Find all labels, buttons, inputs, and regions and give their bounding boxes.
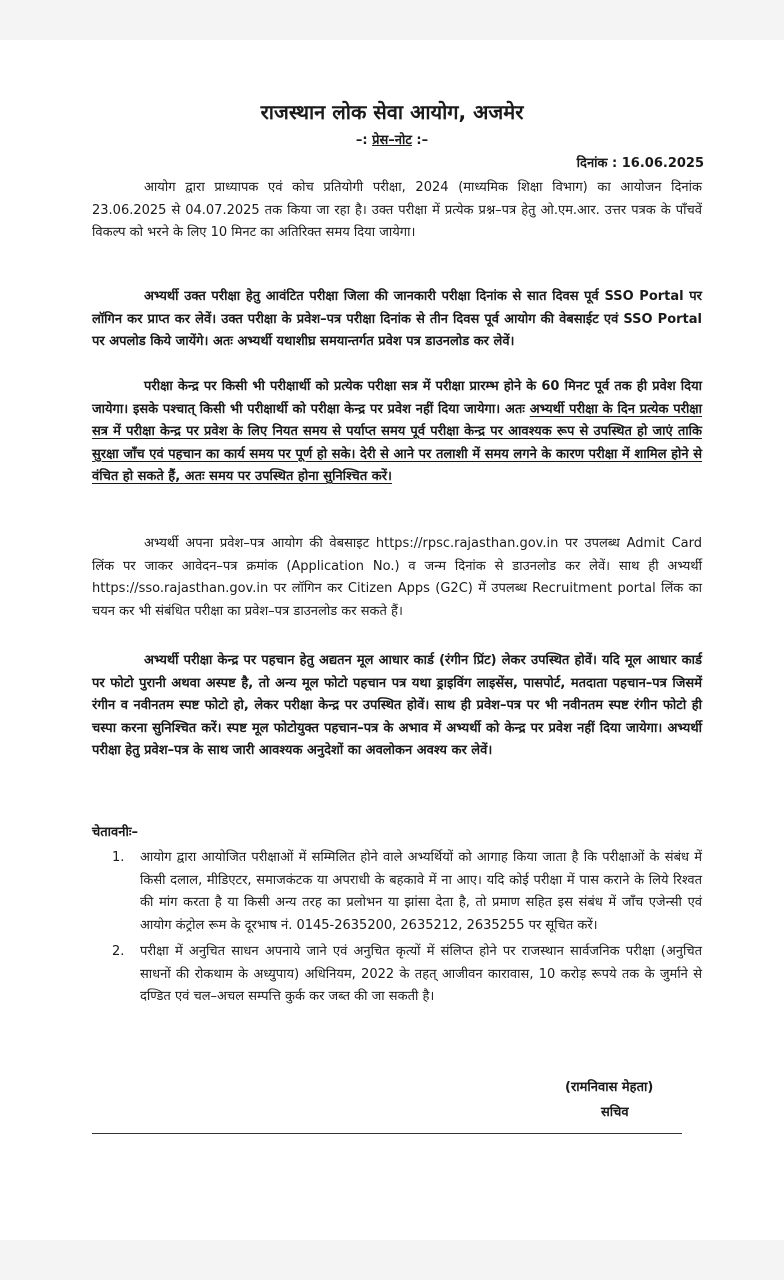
- warning-item-number: 2.: [112, 944, 125, 959]
- paragraph-exam-schedule: आयोग द्वारा प्राध्यापक एवं कोच प्रतियोगी परीक्षा, 2024 (माध्यमिक शिक्षा विभाग) का आयोजन दिनांक 23.06.2025 से 04.07.2025 तक किया जा रहा है। उक्त परीक्षा में प्रत्येक प्रश्न–पत्र हेतु ओ.एम.आर. उत्तर पत्रक के पाँचवें विकल्प को भरने के लिए 10 मिनट का अतिरिक्त समय दिया जायेगा।: [92, 180, 702, 240]
- subtitle-text: प्रेस–नोट: [372, 133, 412, 148]
- paragraph-sso-portal: अभ्यर्थी उक्त परीक्षा हेतु आवंटित परीक्षा जिला की जानकारी परीक्षा दिनांक से सात दिवस पूर्व SSO Portal पर लॉगिन कर प्राप्त कर लेवें। उक्त परीक्षा के प्रवेश–पत्र परीक्षा दिनांक से तीन दिवस पूर्व आयोग की वेबसाईट एवं SSO Portal पर अपलोड किये जायेंगे। अतः अभ्यर्थी यथाशीघ्र समयान्तर्गत प्रवेश पत्र डाउनलोड कर लेवें।: [92, 289, 702, 349]
- warning-heading: चेतावनीः–: [92, 825, 138, 840]
- entry-timing-text: परीक्षा केन्द्र पर किसी भी परीक्षार्थी को प्रत्येक परीक्षा सत्र में परीक्षा प्रारम्भ होने के 60 मिनट पूर्व तक ही प्रवेश दिया जायेगा। इसके पश्चात् किसी भी परीक्षार्थी को परीक्षा केन्द्र पर प्रवेश नहीं दिया जायेगा। अतः: [92, 379, 702, 417]
- press-note-date: दिनांक : 16.06.2025: [576, 156, 704, 171]
- warning-item-text: आयोग द्वारा आयोजित परीक्षाओं में सम्मिलित होने वाले अभ्यर्थियों को आगाह किया जाता है कि परीक्षाओं के संबंध में किसी दलाल, मीडिएटर, समाजकंटक या अपराधी के बहकावे में ना आए। यदि कोई परीक्षा में पास कराने के लिये रिश्वत की मांग करता है या किसी अन्य तरह का प्रलोभन या झांसा देता है, तो प्रमाण सहित इस संबंध में जाँच एजेन्सी एवं आयोग कंट्रोल रूम के दूरभाष नं. 0145-2635200, 2635212, 2635255 पर सूचित करें।: [140, 850, 702, 933]
- document-subtitle: [0, 130, 784, 148]
- warning-item: [112, 847, 702, 937]
- warning-item-text: परीक्षा में अनुचित साधन अपनाये जाने एवं अनुचित कृत्यों में संलिप्त होने पर राजस्थान सार्वजनिक परीक्षा (अनुचित साधनों की रोकथाम के अध्युपाय) अधिनियम, 2022 के तहत् आजीवन कारावास, 10 करोड़ रूपये तक के जुर्माने से दण्डित एवं चल–अचल सम्पत्ति कुर्क कर जब्त की जा सकती है।: [140, 944, 702, 1004]
- warning-list: [112, 847, 702, 1013]
- footer-divider: [92, 1133, 682, 1134]
- press-note-page: [0, 40, 784, 1240]
- warning-item-number: 1.: [112, 850, 125, 865]
- subtitle-prefix: –:: [355, 133, 373, 148]
- signatory-designation: सचिव: [601, 1105, 629, 1120]
- document-title: राजस्थान लोक सेवा आयोग, अजमेर: [260, 100, 524, 124]
- paragraph-admit-card-download: अभ्यर्थी अपना प्रवेश–पत्र आयोग की वेबसाइट https://rpsc.rajasthan.gov.in पर उपलब्ध Admit Card लिंक पर जाकर आवेदन–पत्र क्रमांक (Application No.) व जन्म दिनांक से डाउनलोड कर लेवें। साथ ही अभ्यर्थी https://sso.rajasthan.gov.in पर लॉगिन कर Citizen Apps (G2C) में उपलब्ध Recruitment portal लिंक का चयन कर भी संबंधित परीक्षा का प्रवेश–पत्र डाउनलोड कर सकते हैं।: [92, 536, 702, 619]
- warning-item: [112, 941, 702, 1009]
- signatory-name: (रामनिवास मेहता): [565, 1080, 654, 1095]
- paragraph-entry-timing: [92, 376, 702, 489]
- subtitle-suffix: :–: [411, 133, 429, 148]
- paragraph-identity-proof: अभ्यर्थी परीक्षा केन्द्र पर पहचान हेतु अद्यतन मूल आधार कार्ड (रंगीन प्रिंट) लेकर उपस्थित होवें। यदि मूल आधार कार्ड पर फोटो पुरानी अथवा अस्पष्ट है, तो अन्य मूल फोटो पहचान पत्र यथा ड्राइविंग लाइसेंस, पासपोर्ट, मतदाता पहचान–पत्र जिसमें रंगीन व नवीनतम स्पष्ट फोटो हो, लेकर परीक्षा केन्द्र पर उपस्थित होवें। साथ ही प्रवेश–पत्र पर भी नवीनतम स्पष्ट रंगीन फोटो ही चस्पा करना सुनिश्चित करें। स्पष्ट मूल फोटोयुक्त पहचान–पत्र के अभाव में अभ्यर्थी को केन्द्र पर प्रवेश नहीं दिया जायेगा। अभ्यर्थी परीक्षा हेतु प्रवेश–पत्र के साथ जारी आवश्यक अनुदेशों का अवलोकन अवश्य कर लेवें।: [92, 653, 702, 758]
- entry-timing-underlined: अभ्यर्थी परीक्षा के दिन प्रत्येक परीक्षा सत्र में परीक्षा केन्द्र पर प्रवेश के लिए नियत समय से पर्याप्त समय पूर्व परीक्षा केन्द्र पर आवश्यक रूप से उपस्थित हो जाएं ताकि सुरक्षा जाँच एवं पहचान का कार्य समय पर पूर्ण हो सके। देरी से आने पर तलाशी में समय लगने के कारण परीक्षा में शामिल होने से वंचित हो सकते हैं, अतः समय पर उपस्थित होना सुनिश्चित करें।: [92, 401, 702, 484]
